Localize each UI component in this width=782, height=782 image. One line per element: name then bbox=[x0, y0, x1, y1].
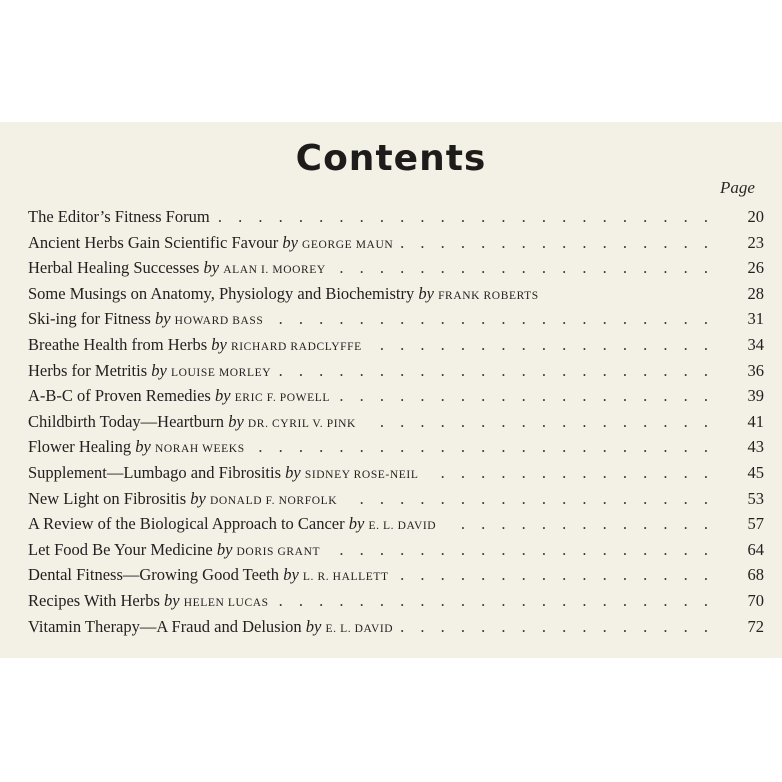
entry-title: Supplement—Lumbago and Fibrositis bbox=[28, 462, 281, 482]
entry-author: FRANK ROBERTS bbox=[438, 289, 539, 302]
entry-page-number: 36 bbox=[714, 361, 764, 381]
entry-title-group bbox=[28, 335, 370, 355]
entry-author: ALAN I. MOOREY bbox=[223, 264, 326, 277]
entry-author: RICHARD RADCLYFFE bbox=[230, 340, 362, 353]
toc-entry[interactable] bbox=[28, 255, 768, 281]
entry-page-number: 45 bbox=[714, 463, 764, 483]
entry-title: Let Food Be Your Medicine bbox=[28, 539, 213, 559]
toc-entry[interactable] bbox=[28, 486, 768, 512]
entry-by: by bbox=[214, 386, 231, 406]
entry-page-number: 70 bbox=[714, 591, 764, 611]
toc-entry[interactable] bbox=[28, 434, 768, 460]
entry-title: The Editor’s Fitness Forum bbox=[28, 207, 210, 226]
entry-title: A Review of the Biological Approach to Cancer bbox=[28, 514, 345, 534]
entry-title-group bbox=[28, 412, 364, 432]
entry-title: Dental Fitness—Growing Good Teeth bbox=[28, 565, 280, 585]
toc-entry[interactable] bbox=[28, 383, 768, 409]
toc-entry[interactable] bbox=[28, 460, 768, 486]
entry-author: DR. CYRIL V. PINK bbox=[247, 417, 356, 430]
entry-title-group bbox=[28, 309, 271, 329]
entry-title-group bbox=[28, 617, 401, 637]
entry-title-group bbox=[28, 565, 397, 585]
entry-author: SIDNEY ROSE-NEIL bbox=[304, 468, 419, 481]
toc-entry[interactable] bbox=[28, 281, 768, 307]
toc-entry[interactable] bbox=[28, 358, 768, 384]
entry-page-number: 26 bbox=[714, 258, 764, 278]
entry-page-number: 43 bbox=[714, 437, 764, 457]
entry-title: New Light on Fibrositis bbox=[28, 488, 187, 508]
entry-title: Herbs for Metritis bbox=[28, 360, 148, 380]
entry-author: E. L. DAVID bbox=[325, 622, 394, 635]
entry-by: by bbox=[151, 360, 167, 380]
page-title: Contents bbox=[295, 138, 487, 179]
entry-by: by bbox=[418, 283, 434, 303]
entry-by: by bbox=[305, 616, 322, 636]
toc-entry[interactable] bbox=[28, 332, 768, 358]
toc-entry[interactable] bbox=[28, 614, 768, 640]
entry-by: by bbox=[216, 539, 233, 559]
entry-title-group bbox=[28, 207, 218, 227]
page-column-label: Page bbox=[720, 178, 755, 197]
entry-page-number: 20 bbox=[714, 207, 764, 227]
entry-title: Recipes With Herbs bbox=[28, 590, 160, 610]
entry-title-group bbox=[28, 361, 279, 381]
entry-title-group bbox=[28, 233, 401, 253]
entry-title: A-B-C of Proven Remedies bbox=[28, 386, 211, 406]
entry-author: HELEN LUCAS bbox=[183, 596, 269, 609]
entry-by: by bbox=[285, 462, 301, 482]
entry-title-group bbox=[28, 437, 253, 457]
entry-title-group bbox=[28, 540, 328, 560]
entry-title: Ancient Herbs Gain Scientific Favour bbox=[28, 232, 279, 252]
entry-page-number: 34 bbox=[714, 335, 764, 355]
entry-by: by bbox=[164, 590, 180, 610]
entry-title-group bbox=[28, 489, 345, 509]
entry-page-number: 53 bbox=[714, 489, 764, 509]
entry-author: NORAH WEEKS bbox=[154, 443, 245, 456]
toc-entry[interactable] bbox=[28, 204, 768, 230]
entry-title: Some Musings on Anatomy, Physiology and Biochemistry bbox=[28, 283, 415, 303]
entry-title-group bbox=[28, 284, 547, 304]
entry-page-number: 68 bbox=[714, 565, 764, 585]
entry-title: Herbal Healing Successes bbox=[28, 258, 200, 278]
toc-entry[interactable] bbox=[28, 409, 768, 435]
entry-title-group bbox=[28, 514, 444, 534]
entry-title-group bbox=[28, 386, 338, 406]
entry-by: by bbox=[211, 334, 227, 354]
toc-entry[interactable] bbox=[28, 511, 768, 537]
entry-author: DONALD F. NORFOLK bbox=[209, 494, 338, 507]
entry-page-number: 72 bbox=[714, 617, 764, 637]
entry-page-number: 41 bbox=[714, 412, 764, 432]
entry-by: by bbox=[228, 411, 244, 431]
toc-entry[interactable] bbox=[28, 562, 768, 588]
entry-by: by bbox=[203, 258, 220, 278]
entry-page-number: 39 bbox=[714, 386, 764, 406]
entry-by: by bbox=[283, 565, 299, 585]
entry-author: GEORGE MAUN bbox=[302, 238, 394, 251]
table-of-contents bbox=[28, 204, 768, 639]
entry-by: by bbox=[348, 514, 365, 534]
entry-title: Ski-ing for Fitness bbox=[28, 309, 151, 329]
entry-title: Flower Healing bbox=[28, 437, 132, 457]
entry-author: L. R. HALLETT bbox=[302, 571, 389, 584]
toc-entry[interactable] bbox=[28, 588, 768, 614]
entry-author: ERIC F. POWELL bbox=[234, 392, 331, 405]
entry-by: by bbox=[190, 488, 206, 508]
toc-entry[interactable] bbox=[28, 306, 768, 332]
entry-title: Vitamin Therapy—A Fraud and Delusion bbox=[28, 616, 302, 636]
entry-by: by bbox=[282, 232, 298, 252]
entry-author: E. L. DAVID bbox=[368, 520, 437, 533]
entry-title-group bbox=[28, 463, 426, 483]
entry-title: Breathe Health from Herbs bbox=[28, 334, 208, 354]
entry-by: by bbox=[135, 437, 151, 457]
entry-by: by bbox=[154, 309, 171, 329]
entry-page-number: 64 bbox=[714, 540, 764, 560]
entry-title-group bbox=[28, 591, 277, 611]
entry-page-number: 23 bbox=[714, 233, 764, 253]
entry-author: LOUISE MORLEY bbox=[170, 366, 272, 379]
entry-page-number: 57 bbox=[714, 514, 764, 534]
entry-page-number: 28 bbox=[714, 284, 764, 304]
entry-page-number: 31 bbox=[714, 309, 764, 329]
entry-title: Childbirth Today—Heartburn bbox=[28, 411, 225, 431]
entry-title-group bbox=[28, 258, 334, 278]
entry-author: DORIS GRANT bbox=[236, 545, 321, 558]
toc-entry[interactable] bbox=[28, 230, 768, 256]
toc-entry[interactable] bbox=[28, 537, 768, 563]
entry-author: HOWARD BASS bbox=[174, 315, 264, 328]
